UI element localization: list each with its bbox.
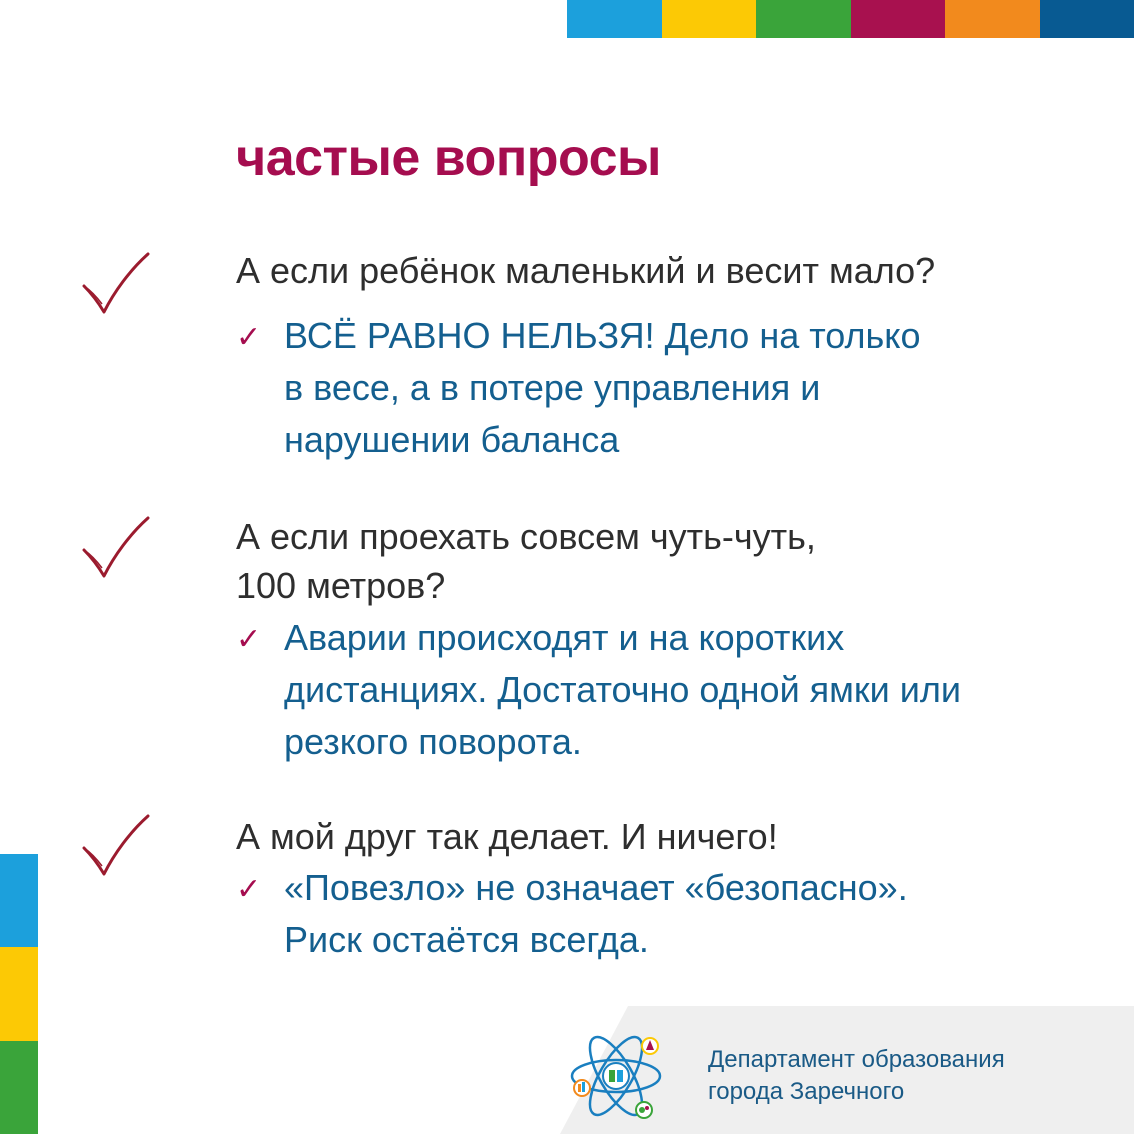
stripe-yellow xyxy=(0,947,38,1040)
question-3-line-1: А мой друг так делает. И ничего! xyxy=(236,816,778,857)
question-1-line-1: А если ребёнок маленький и весит мало? xyxy=(236,250,936,291)
department-name xyxy=(708,1044,1005,1108)
stripe-green xyxy=(756,0,851,38)
stripe-green xyxy=(0,1041,38,1134)
stripe-navy xyxy=(1040,0,1134,38)
answer-3-line-2: Риск остаётся всегда. xyxy=(284,919,649,960)
answer-2-line-1: Аварии происходят и на коротких xyxy=(284,617,845,658)
answer-1-line-1: ВСЁ РАВНО НЕЛЬЗЯ! Дело на только xyxy=(284,315,921,356)
question-2 xyxy=(236,512,816,610)
answer-3-line-1: «Повезло» не означает «безопасно». xyxy=(284,867,908,908)
tick-icon: ✓ xyxy=(236,321,262,354)
answer-2 xyxy=(236,612,1126,768)
answer-1 xyxy=(236,310,1126,466)
page-title: частые вопросы xyxy=(236,129,661,187)
question-2-line-1: А если проехать совсем чуть-чуть, xyxy=(236,516,816,557)
stripe-yellow xyxy=(662,0,757,38)
top-color-stripes xyxy=(567,0,1134,38)
answer-1-line-2: в весе, а в потере управления и xyxy=(284,367,821,408)
stripe-blue xyxy=(567,0,662,38)
stripe-blue xyxy=(0,854,38,947)
stripe-orange xyxy=(945,0,1040,38)
stripe-crimson xyxy=(851,0,946,38)
check-mark-icon xyxy=(80,250,152,316)
check-mark-icon xyxy=(80,514,152,580)
answer-2-line-3: резкого поворота. xyxy=(284,721,582,762)
tick-icon: ✓ xyxy=(236,623,262,656)
answer-3 xyxy=(236,862,1126,966)
answer-1-line-3: нарушении баланса xyxy=(284,419,620,460)
department-name-line-2: города Заречного xyxy=(708,1078,905,1105)
question-2-line-2: 100 метров? xyxy=(236,565,446,606)
question-1 xyxy=(236,246,935,295)
department-name-line-1: Департамент образования xyxy=(708,1046,1005,1073)
left-color-stripes xyxy=(0,854,38,1134)
answer-2-line-2: дистанциях. Достаточно одной ямки или xyxy=(284,669,962,710)
question-3 xyxy=(236,812,778,861)
department-atom-logo-icon xyxy=(566,1022,666,1126)
check-mark-icon xyxy=(80,812,152,878)
tick-icon: ✓ xyxy=(236,873,262,906)
